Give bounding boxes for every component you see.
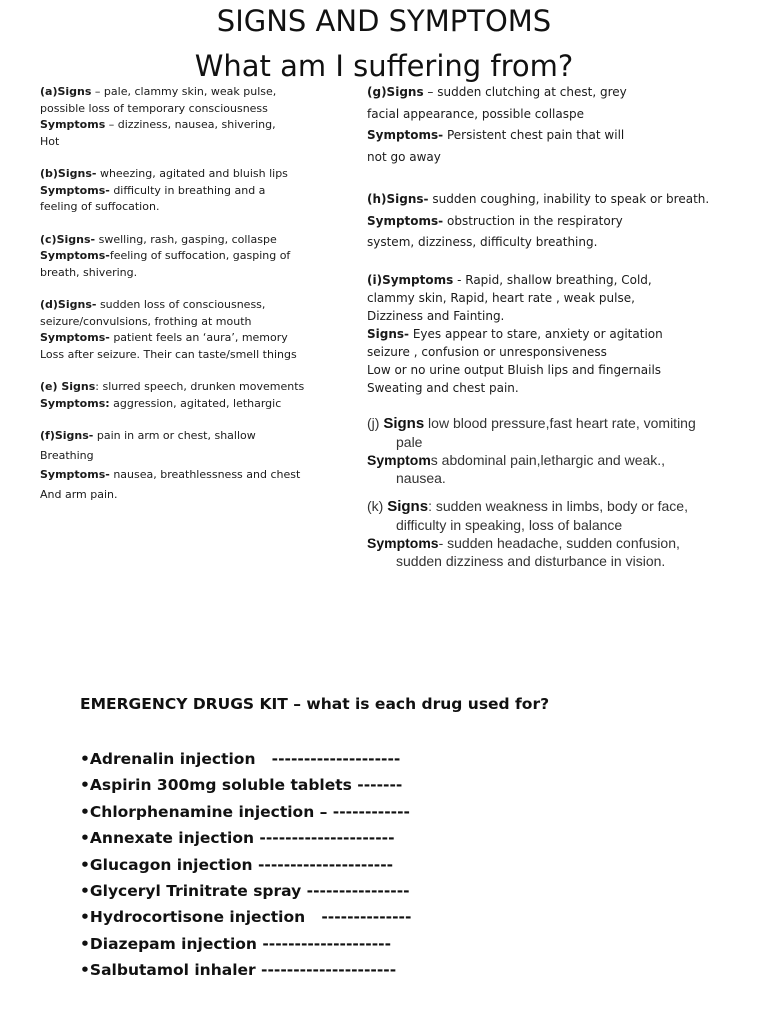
drug-item: •Annexate injection --------------------- [80, 829, 395, 848]
drug-item: •Aspirin 300mg soluble tablets ------- [80, 776, 403, 795]
entry-e-signs: : slurred speech, drunken movements [95, 380, 305, 393]
entry-j-symptoms-cont: nausea. [396, 469, 446, 486]
entry-j-signs-cont: pale [396, 433, 423, 450]
entry-i-symptoms-cont: clammy skin, Rapid, heart rate , weak pulse, [367, 290, 635, 305]
entry-f-signs: pain in arm or chest, shallow [93, 429, 256, 442]
entry-h-signs-label: (h)Signs- [367, 192, 429, 206]
entry-i-signs-cont: seizure , confusion or unresponsiveness [367, 344, 607, 359]
entry-i-signs-cont2: Low or no urine output Bluish lips and fingernails [367, 362, 662, 377]
entry-k [367, 497, 737, 570]
entry-e-signs-label: (e) Signs [40, 380, 96, 393]
entry-k-symptoms-cont: sudden dizziness and disturbance in vision. [396, 552, 666, 569]
page-title: SIGNS AND SYMPTOMS [216, 4, 552, 38]
entry-a [40, 84, 350, 150]
entry-h-symptoms: obstruction in the respiratory [443, 213, 623, 228]
drug-item: •Diazepam injection -------------------- [80, 934, 392, 953]
entry-g-signs: – sudden clutching at chest, grey [423, 85, 627, 99]
entry-b-signs-label: (b)Signs- [40, 167, 97, 180]
drugs-kit-heading: EMERGENCY DRUGS KIT – what is each drug used for? [80, 695, 550, 713]
drug-item: •Hydrocortisone injection -------------- [80, 908, 412, 927]
entry-f-signs-cont: Breathing [40, 448, 94, 462]
entry-j [367, 414, 737, 487]
entry-j-signs-label: Signs [383, 414, 425, 432]
entry-c-symptoms: feeling of suffocation, gasping of [109, 249, 291, 262]
entry-a-signs-cont: possible loss of temporary consciousness [40, 101, 268, 115]
right-column [367, 82, 737, 570]
entry-a-signs-label: (a)Signs [40, 85, 92, 98]
entry-d-symptoms: patient feels an ‘aura’, memory [109, 331, 288, 344]
entry-i-signs-label: Signs- [367, 326, 410, 341]
entry-a-symptoms: – dizziness, nausea, shivering, [105, 118, 276, 131]
drug-item: •Salbutamol inhaler --------------------- [80, 961, 397, 980]
entry-e-symptoms: aggression, agitated, lethargic [109, 396, 282, 410]
entry-j-prefix: (j) [367, 414, 384, 431]
entry-d-signs-label: (d)Signs- [40, 298, 97, 311]
entry-i-symptoms-label: (i)Symptoms [367, 272, 454, 287]
entry-f-symptoms-label: Symptoms- [40, 468, 110, 481]
entry-g-symptoms: Persistent chest pain that will [443, 128, 625, 142]
entry-a-symptoms-cont: Hot [40, 134, 60, 148]
entry-e-symptoms-label: Symptoms: [40, 396, 110, 410]
entry-f-signs-label: (f)Signs- [40, 429, 94, 442]
entry-i-signs: Eyes appear to stare, anxiety or agitation [409, 326, 663, 341]
entry-h-symptoms-label: Symptoms- [367, 213, 444, 228]
entry-c-symptoms-label: Symptoms- [40, 249, 110, 262]
entry-h-symptoms-cont: system, dizziness, difficulty breathing. [367, 235, 598, 249]
entry-d-signs: sudden loss of consciousness, [96, 298, 266, 311]
entry-b-symptoms-label: Symptoms- [40, 183, 110, 197]
entry-f [40, 426, 350, 504]
entry-e [40, 379, 350, 412]
entry-f-symptoms: nausea, breathlessness and chest [109, 468, 301, 481]
entry-j-symptoms-label: Symptom [367, 451, 431, 468]
entry-k-symptoms-label: Symptoms [367, 534, 439, 551]
entry-b-symptoms: difficulty in breathing and a [109, 183, 266, 197]
entry-d-symptoms-cont: Loss after seizure. Their can taste/smell things [40, 347, 297, 361]
entry-c-signs: swelling, rash, gasping, collaspe [95, 232, 277, 246]
drugs-kit-list [80, 746, 411, 984]
entry-c [40, 232, 350, 282]
entry-i [367, 271, 737, 397]
entry-g-signs-cont: facial appearance, possible collaspe [367, 106, 584, 121]
entry-h-signs: sudden coughing, inability to speak or breath. [428, 192, 710, 206]
entry-d [40, 297, 350, 363]
entry-i-symptoms-cont2: Dizziness and Fainting. [367, 308, 505, 323]
page-subtitle: What am I suffering from? [194, 49, 574, 83]
drug-item: •Adrenalin injection -------------------- [80, 750, 401, 768]
left-column [40, 84, 350, 504]
entry-h [367, 189, 737, 254]
entry-i-symptoms: - Rapid, shallow breathing, Cold, [453, 272, 652, 287]
entry-b-signs: wheezing, agitated and bluish lips [96, 167, 288, 180]
entry-g-signs-label: (g)Signs [367, 85, 424, 99]
entry-k-symptoms: - sudden headache, sudden confusion, [438, 534, 680, 551]
entry-k-signs: : sudden weakness in limbs, body or face, [428, 497, 688, 514]
entry-g-symptoms-cont: not go away [367, 149, 441, 164]
entry-b-symptoms-cont: feeling of suffocation. [40, 200, 160, 213]
entry-a-symptoms-label: Symptoms [40, 118, 106, 131]
entry-j-signs: low blood pressure,fast heart rate, vomiting [424, 414, 696, 431]
entry-k-signs-cont: difficulty in speaking, loss of balance [396, 516, 623, 533]
entry-b [40, 166, 350, 216]
entry-g [367, 82, 737, 168]
entry-c-symptoms-cont: breath, shivering. [40, 265, 138, 279]
entry-k-prefix: (k) [367, 497, 388, 514]
drug-item: •Glyceryl Trinitrate spray ---------------- [80, 882, 410, 901]
entry-f-symptoms-cont: And arm pain. [40, 487, 118, 501]
entry-j-symptoms: s abdominal pain,lethargic and weak., [430, 451, 666, 468]
entry-d-symptoms-label: Symptoms- [40, 331, 110, 344]
entry-k-signs-label: Signs [387, 497, 429, 515]
entry-g-symptoms-label: Symptoms- [367, 128, 444, 142]
entry-d-signs-cont: seizure/convulsions, frothing at mouth [40, 314, 252, 328]
drug-item: •Chlorphenamine injection – ------------ [80, 802, 410, 821]
entry-a-signs: – pale, clammy skin, weak pulse, [91, 85, 277, 98]
entry-c-signs-label: (c)Signs- [40, 232, 96, 246]
entry-i-signs-cont3: Sweating and chest pain. [367, 380, 519, 395]
drug-item: •Glucagon injection --------------------- [80, 855, 394, 874]
